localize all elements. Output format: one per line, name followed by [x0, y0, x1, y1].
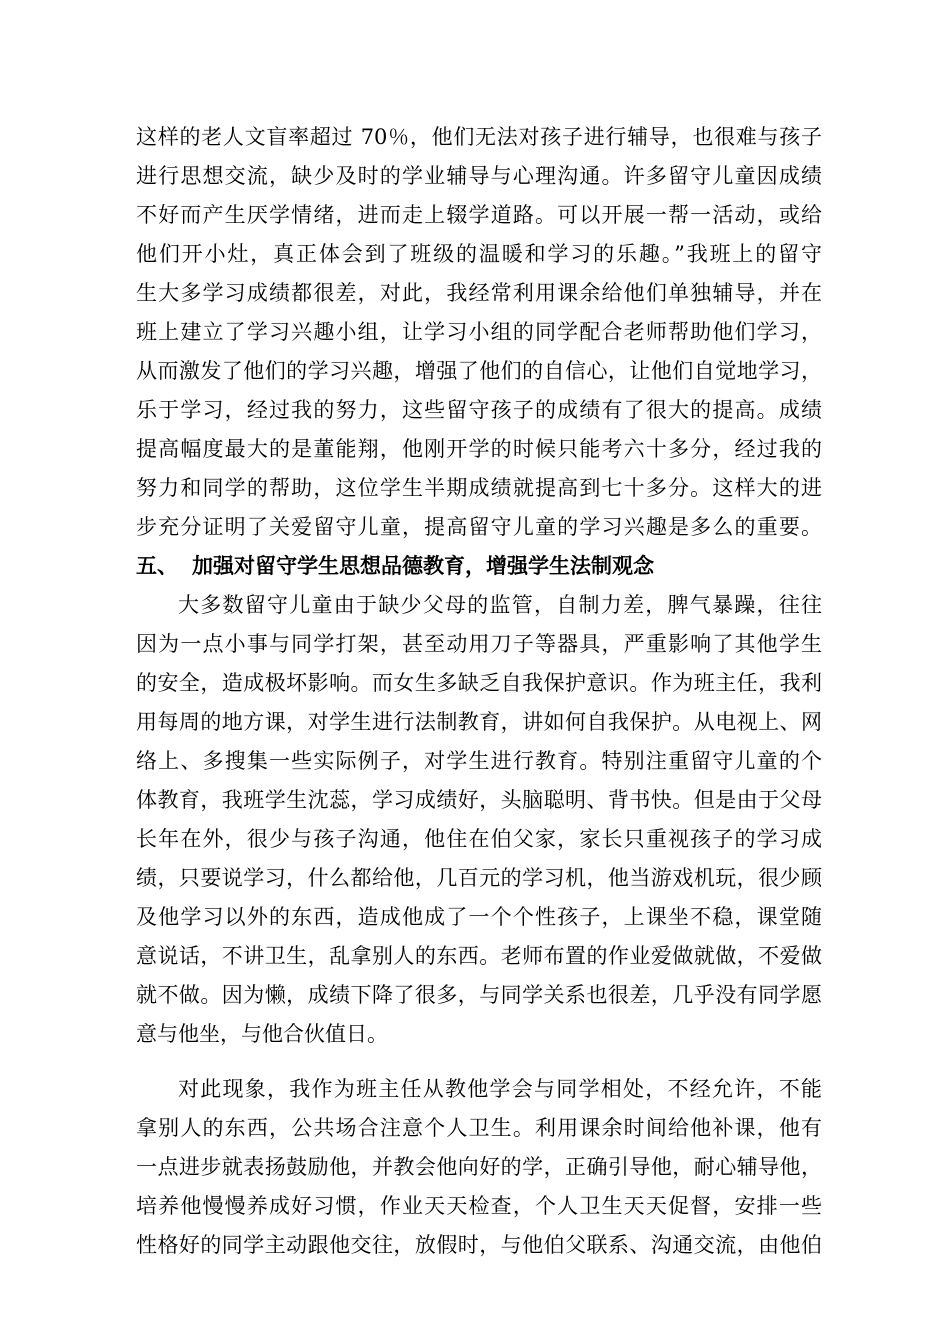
paragraph-line: 生大多学习成绩都很差，对此，我经常利用课余给他们单独辅导，并在 [136, 281, 822, 305]
paragraph-line: 意说话，不讲卫生，乱拿别人的东西。老师布置的作业爱做就做，不爱做 [136, 944, 822, 968]
paragraph-line: 从而激发了他们的学习兴趣，增强了他们的自信心，让他们自觉地学习， [136, 359, 822, 383]
paragraph-line: 提高幅度最大的是董能翔，他刚开学的时候只能考六十多分，经过我的 [136, 437, 822, 461]
paragraph-line: 就不做。因为懒，成绩下降了很多，与同学关系也很差，几乎没有同学愿 [136, 983, 822, 1007]
paragraph-line: 一点进步就表扬鼓励他，并教会他向好的学，正确引导他，耐心辅导他， [136, 1155, 822, 1179]
section-title: 加强对留守学生思想品德教育，增强学生法制观念 [192, 554, 654, 578]
paragraph-line: 班上建立了学习兴趣小组，让学习小组的同学配合老师帮助他们学习， [136, 320, 822, 344]
paragraph-line: 他们开小灶，真正体会到了班级的温暖和学习的乐趣。”我班上的留守 [136, 242, 822, 266]
paragraph-line: 的安全，造成极坏影响。而女生多缺乏自我保护意识。作为班主任，我利 [136, 671, 822, 695]
paragraph-line: 拿别人的东西，公共场合注意个人卫生。利用课余时间给他补课，他有 [136, 1116, 822, 1140]
paragraph-line: 络上、多搜集一些实际例子，对学生进行教育。特别注重留守儿童的个 [136, 749, 822, 773]
section-number: 五、 [136, 554, 178, 578]
paragraph-line: 进行思想交流，缺少及时的学业辅导与心理沟通。许多留守儿童因成绩 [136, 164, 822, 188]
paragraph-line: 不好而产生厌学情绪，进而走上辍学道路。可以开展一帮一活动，或给 [136, 203, 822, 227]
paragraph-line: 长年在外，很少与孩子沟通，他住在伯父家，家长只重视孩子的学习成 [136, 827, 822, 851]
paragraph-line: 意与他坐，与他合伙值日。 [136, 1022, 388, 1046]
paragraph-line: 努力和同学的帮助，这位学生半期成绩就提高到七十多分。这样大的进 [136, 476, 822, 500]
paragraph-line: 性格好的同学主动跟他交往，放假时，与他伯父联系、沟通交流，由他伯 [136, 1233, 822, 1257]
paragraph-line: 体教育，我班学生沈蕊，学习成绩好，头脑聪明、背书快。但是由于父母 [136, 788, 822, 812]
paragraph-line: 对此现象，我作为班主任从教他学会与同学相处，不经允许，不能 [178, 1077, 822, 1101]
paragraph-line: 步充分证明了关爱留守儿童，提高留守儿童的学习兴趣是多么的重要。 [136, 515, 822, 539]
paragraph-line: 培养他慢慢养成好习惯，作业天天检查，个人卫生天天促督，安排一些 [136, 1194, 822, 1218]
paragraph-line: 绩，只要说学习，什么都给他，几百元的学习机，他当游戏机玩，很少顾 [136, 866, 822, 890]
paragraph-line: 乐于学习，经过我的努力，这些留守孩子的成绩有了很大的提高。成绩 [136, 398, 822, 422]
paragraph-line: 这样的老人文盲率超过 70％，他们无法对孩子进行辅导，也很难与孩子 [136, 125, 822, 149]
paragraph-line: 因为一点小事与同学打架，甚至动用刀子等器具，严重影响了其他学生 [136, 632, 822, 656]
paragraph-line: 大多数留守儿童由于缺少父母的监管，自制力差，脾气暴躁，往往 [178, 593, 822, 617]
section-heading [136, 547, 654, 585]
paragraph-line: 用每周的地方课，对学生进行法制教育，讲如何自我保护。从电视上、网 [136, 710, 822, 734]
paragraph-line: 及他学习以外的东西，造成他成了一个个性孩子，上课坐不稳，课堂随 [136, 905, 822, 929]
